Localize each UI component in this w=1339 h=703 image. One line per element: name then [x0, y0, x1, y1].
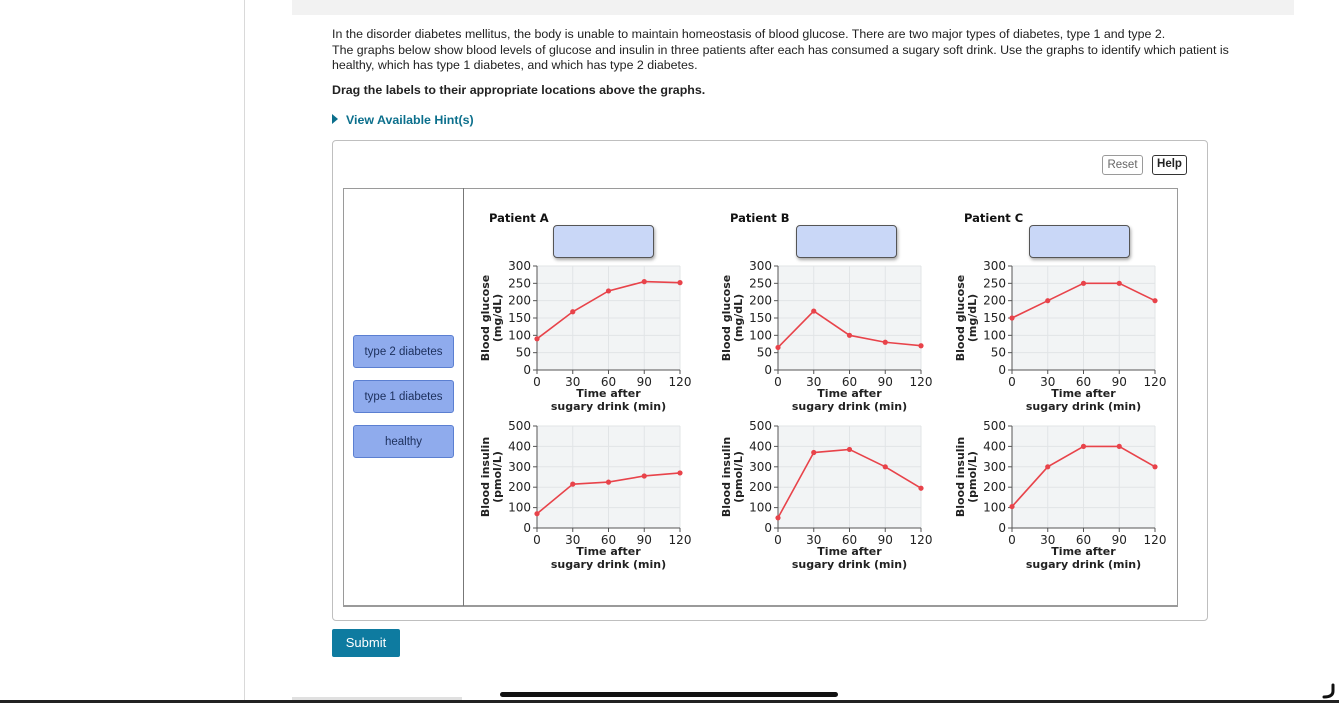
chart-b-insulin-ytick-label: 200: [749, 480, 772, 495]
chart-a-glucose-ytick-label: 100: [508, 328, 531, 343]
chart-c-glucose-ylabel-line1: Blood glucose: [954, 274, 967, 362]
chart-b-insulin-ytick-label: 100: [749, 500, 772, 515]
chart-b-insulin-point: [811, 450, 816, 455]
chart-c-glucose-point: [1152, 298, 1157, 303]
chart-b-insulin-ytick-label: 500: [749, 419, 772, 433]
horizontal-scrollbar[interactable]: [500, 692, 838, 697]
chart-a-glucose-xtick-label: 30: [565, 375, 581, 389]
label-healthy[interactable]: healthy: [353, 425, 454, 458]
chart-b-insulin-ytick-label: 400: [749, 439, 772, 454]
chart-b-glucose-point: [847, 333, 852, 338]
chart-b-insulin-ylabel-line1: Blood insulin: [720, 436, 733, 518]
drag-instruction: Drag the labels to their appropriate locations above the graphs.: [332, 83, 706, 97]
chart-a-insulin-xtick-label: 30: [565, 533, 581, 547]
chart-b-insulin-point: [847, 447, 852, 452]
chart-a-insulin-ylabel-line2: (pmol/L): [491, 451, 504, 503]
chart-c-glucose-xlabel-line2: sugary drink (min): [1025, 400, 1142, 413]
chart-b-glucose-ytick-label: 200: [749, 293, 772, 308]
chart-b-insulin-xtick-label: 90: [877, 533, 893, 547]
chart-a-insulin-ytick-label: 100: [508, 500, 531, 515]
chart-b-glucose-xlabel-line1: Time after: [817, 387, 882, 400]
chart-b-glucose-ytick-label: 50: [756, 345, 772, 360]
chart-b-insulin-point: [918, 486, 923, 491]
chart-c-glucose-xtick-label: 30: [1040, 375, 1056, 389]
chart-c-insulin-ylabel-line1: Blood insulin: [954, 436, 967, 518]
chart-c-glucose-xlabel-line1: Time after: [1051, 387, 1116, 400]
intro-line-2: The graphs below show blood levels of glucose and insulin in three patients after each has consumed a sugary soft drink. Use the graphs to identify which patient is healthy, which has type 1 diabetes, and which has type 2 diabetes.: [332, 42, 1229, 72]
chart-c-glucose-point: [1117, 281, 1122, 286]
chart-c-insulin-xtick-label: 90: [1111, 533, 1127, 547]
chart-b-glucose-point: [883, 340, 888, 345]
chart-c-insulin-ytick-label: 400: [983, 439, 1006, 454]
chart-c-glucose-ytick-label: 250: [983, 276, 1006, 291]
chart-b-glucose-ylabel-line1: Blood glucose: [720, 274, 733, 362]
chart-c-glucose-ytick-label: 300: [983, 259, 1006, 273]
chart-c-glucose-ytick-label: 100: [983, 328, 1006, 343]
chart-b-insulin-xlabel-line2: sugary drink (min): [791, 558, 908, 571]
patient-a-title: Patient A: [489, 211, 549, 225]
chart-b-insulin-point: [775, 515, 780, 520]
chart-a-glucose-point: [677, 280, 682, 285]
chart-b-glucose-ytick-label: 0: [764, 363, 772, 377]
submit-button[interactable]: Submit: [332, 629, 400, 657]
resize-hook-icon: [1318, 682, 1336, 700]
chart-c-insulin-xtick-label: 30: [1040, 533, 1056, 547]
chart-b-insulin-xlabel-line1: Time after: [817, 545, 882, 558]
chart-a-insulin-ytick-label: 300: [508, 459, 531, 474]
chart-a-glucose-ytick-label: 0: [523, 363, 531, 377]
patient-b-title: Patient B: [730, 211, 790, 225]
chart-c-glucose-ytick-label: 200: [983, 293, 1006, 308]
chart-c-insulin-xtick-label: 120: [1143, 533, 1167, 547]
chart-a-glucose-point: [642, 279, 647, 284]
chart-c-glucose-ylabel-line2: (mg/dL): [966, 293, 979, 343]
chart-c-glucose-ytick-label: 0: [998, 363, 1006, 377]
chart-a-insulin-point: [534, 511, 539, 516]
chart-c-insulin-xtick-label: 0: [1008, 533, 1016, 547]
chart-c-glucose-ytick-label: 50: [990, 345, 1006, 360]
chart-a-insulin-ytick-label: 0: [523, 521, 531, 535]
chart-c-insulin-ylabel-line2: (pmol/L): [966, 451, 979, 503]
chart-b-glucose-ylabel-line2: (mg/dL): [732, 293, 745, 343]
chart-b-glucose-ytick-label: 250: [749, 276, 772, 291]
reset-button[interactable]: Reset: [1102, 155, 1143, 175]
chart-a-glucose-xtick-label: 120: [668, 375, 692, 389]
chart-a-insulin-point: [642, 473, 647, 478]
chart-a-glucose-xlabel-line2: sugary drink (min): [550, 400, 667, 413]
chart-a-insulin-xlabel-line1: Time after: [576, 545, 641, 558]
chart-c-insulin-ytick-label: 500: [983, 419, 1006, 433]
chart-a-insulin-point: [570, 482, 575, 487]
chart-c-insulin-ytick-label: 100: [983, 500, 1006, 515]
chart-c-insulin-ytick-label: 200: [983, 480, 1006, 495]
help-button[interactable]: Help: [1152, 155, 1187, 175]
chart-b-glucose-xtick-label: 90: [877, 375, 893, 389]
chart-b-glucose-xtick-label: 30: [806, 375, 822, 389]
chart-a-insulin-ytick-label: 200: [508, 480, 531, 495]
chart-c-insulin-point: [1045, 464, 1050, 469]
chart-b-insulin-xtick-label: 120: [909, 533, 933, 547]
chart-a-insulin-ylabel-line1: Blood insulin: [479, 436, 492, 518]
view-hints-label: View Available Hint(s): [346, 113, 474, 127]
chart-b-insulin-xtick-label: 0: [774, 533, 782, 547]
chart-c-insulin-xlabel-line2: sugary drink (min): [1025, 558, 1142, 571]
chart-a-glucose-xlabel-line1: Time after: [576, 387, 641, 400]
chart-a-insulin-point: [606, 480, 611, 485]
chart-a-insulin-xtick-label: 120: [668, 533, 692, 547]
chart-b-insulin-xtick-label: 60: [841, 533, 858, 547]
chart-a-insulin-xtick-label: 90: [636, 533, 652, 547]
chart-c-glucose-xtick-label: 60: [1075, 375, 1092, 389]
chart-c-insulin-ytick-label: 0: [998, 521, 1006, 535]
chart-a-glucose-xtick-label: 0: [533, 375, 541, 389]
chart-a-insulin-xtick-label: 0: [533, 533, 541, 547]
chart-a-insulin-ytick-label: 500: [508, 419, 531, 433]
chart-c-insulin-ytick-label: 300: [983, 459, 1006, 474]
chart-c-glucose-xtick-label: 120: [1143, 375, 1167, 389]
chart-c-glucose-point: [1009, 315, 1014, 320]
chart-b-insulin-ytick-label: 300: [749, 459, 772, 474]
chart-c-glucose-ytick-label: 150: [983, 311, 1006, 325]
patient-c-title: Patient C: [964, 211, 1024, 225]
chart-b-glucose-point: [811, 308, 816, 313]
chart-a-glucose-ylabel-line2: (mg/dL): [491, 293, 504, 343]
chart-c-glucose-point: [1081, 281, 1086, 286]
chart-a-glucose-point: [534, 336, 539, 341]
chart-b-insulin-ylabel-line2: (pmol/L): [732, 451, 745, 503]
chart-b-glucose-ytick-label: 150: [749, 311, 772, 325]
chart-c-glucose-xtick-label: 0: [1008, 375, 1016, 389]
chart-c-insulin-point: [1152, 464, 1157, 469]
chart-a-glucose-ytick-label: 150: [508, 311, 531, 325]
chart-b-glucose-xtick-label: 60: [841, 375, 858, 389]
chart-c-insulin-point: [1081, 444, 1086, 449]
chart-c-insulin-point: [1117, 444, 1122, 449]
chart-b-glucose-xtick-label: 120: [909, 375, 933, 389]
chart-b-insulin-point: [883, 464, 888, 469]
label-type-1-diabetes[interactable]: type 1 diabetes: [353, 380, 454, 413]
chart-a-glucose-xtick-label: 60: [600, 375, 617, 389]
intro-line-1: In the disorder diabetes mellitus, the body is unable to maintain homeostasis of blood glucose. There are two major types of diabetes, type 1 and type 2.: [332, 27, 1166, 41]
chart-a-insulin-point: [677, 470, 682, 475]
chart-a-insulin-xlabel-line2: sugary drink (min): [550, 558, 667, 571]
chart-a-glucose-point: [606, 288, 611, 293]
chart-c-insulin-xtick-label: 60: [1075, 533, 1092, 547]
chart-c-glucose-xtick-label: 90: [1111, 375, 1127, 389]
chart-b-insulin-ytick-label: 0: [764, 521, 772, 535]
chart-b-glucose-point: [775, 345, 780, 350]
chart-a-glucose-point: [570, 309, 575, 314]
chart-a-glucose-ytick-label: 200: [508, 293, 531, 308]
chart-c-insulin-point: [1009, 504, 1014, 509]
chart-a-glucose-xtick-label: 90: [636, 375, 652, 389]
chart-c-glucose-point: [1045, 298, 1050, 303]
label-type-2-diabetes[interactable]: type 2 diabetes: [353, 335, 454, 368]
chart-a-insulin-xtick-label: 60: [600, 533, 617, 547]
chart-b-glucose-xlabel-line2: sugary drink (min): [791, 400, 908, 413]
chart-b-glucose-ytick-label: 300: [749, 259, 772, 273]
chart-a-glucose-ylabel-line1: Blood glucose: [479, 274, 492, 362]
chart-b-glucose-point: [918, 343, 923, 348]
chart-b-glucose-xtick-label: 0: [774, 375, 782, 389]
chart-b-glucose-ytick-label: 100: [749, 328, 772, 343]
chart-a-glucose-ytick-label: 250: [508, 276, 531, 291]
chart-a-insulin-ytick-label: 400: [508, 439, 531, 454]
chart-c-insulin-xlabel-line1: Time after: [1051, 545, 1116, 558]
chart-a-glucose-ytick-label: 50: [515, 345, 531, 360]
chart-b-insulin-xtick-label: 30: [806, 533, 822, 547]
chart-a-glucose-ytick-label: 300: [508, 259, 531, 273]
